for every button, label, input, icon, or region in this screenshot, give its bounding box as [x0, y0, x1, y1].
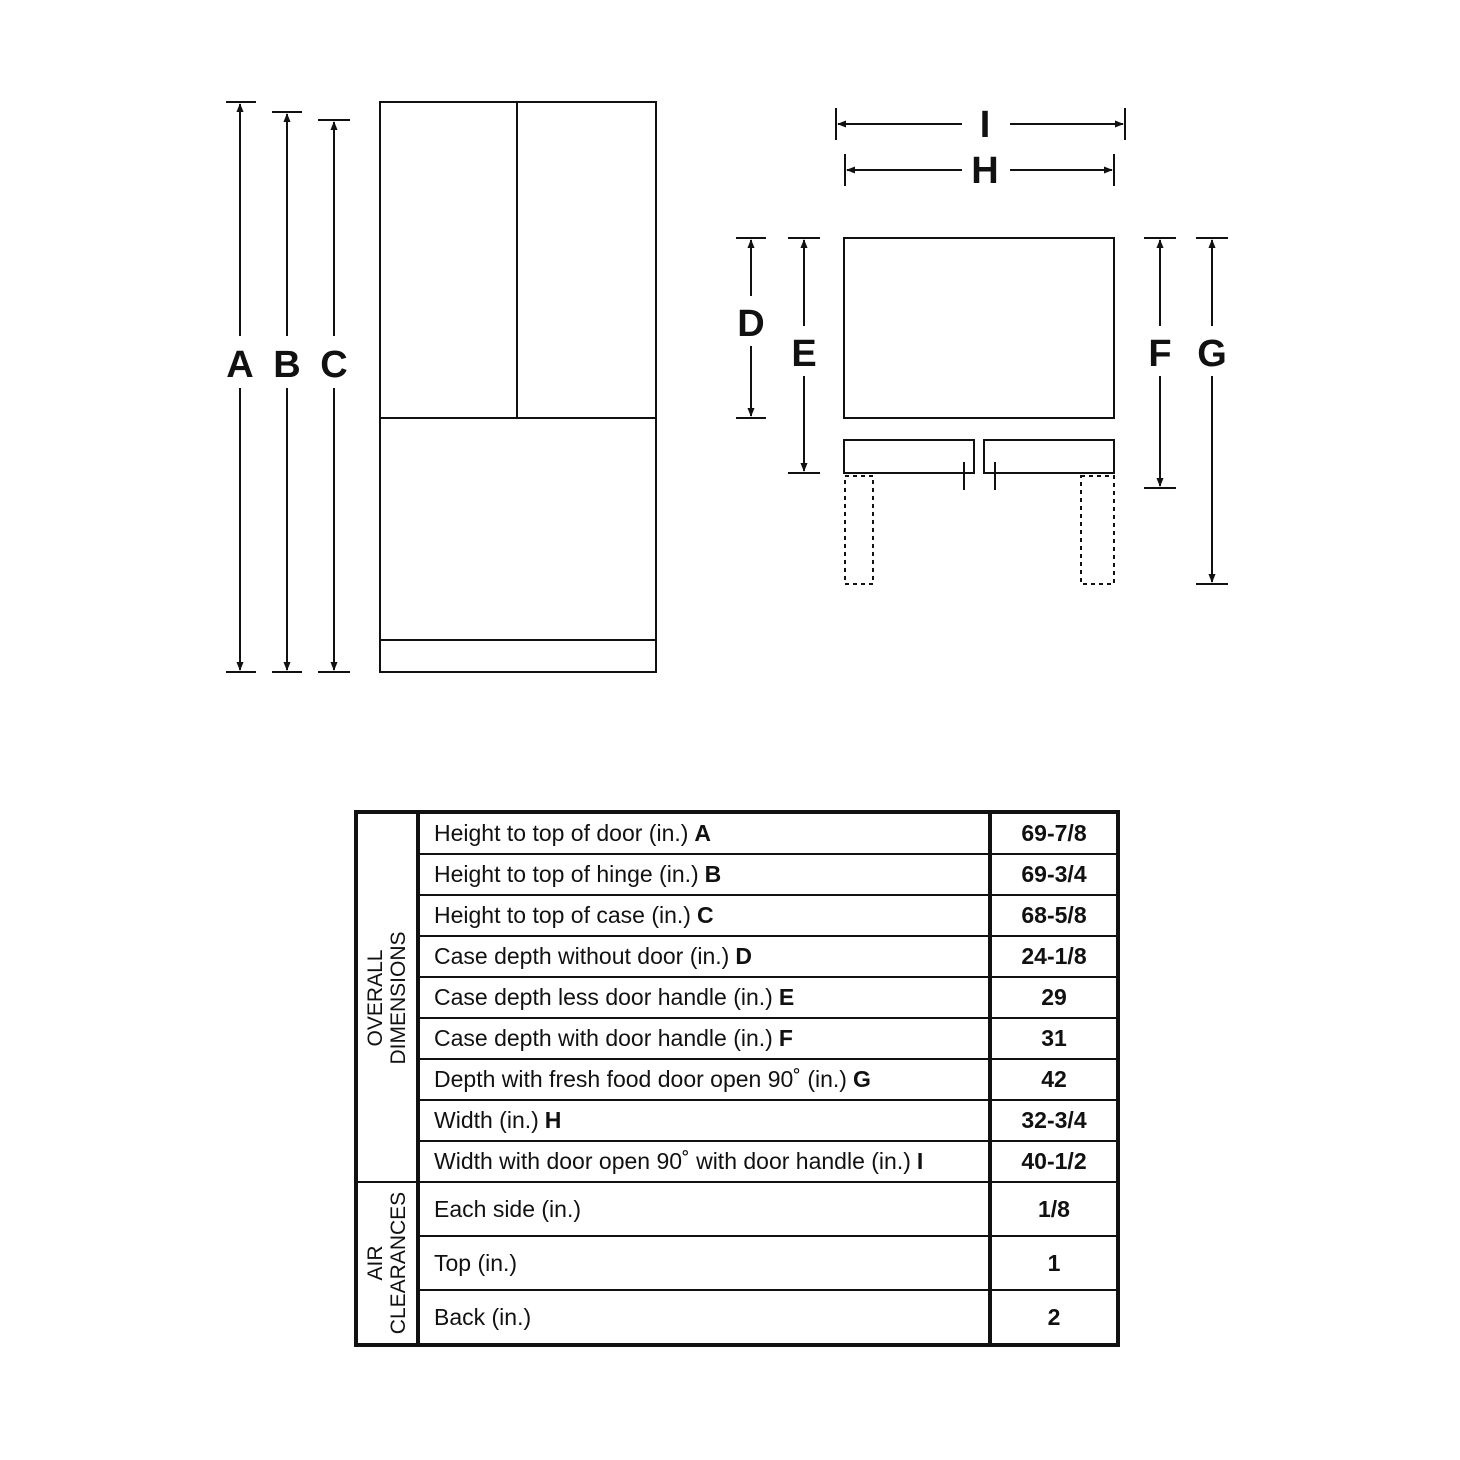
- row-value: 1: [990, 1236, 1118, 1290]
- table-row: [356, 1141, 1118, 1182]
- row-letter: A: [694, 820, 712, 846]
- dimension-label-a: A: [226, 344, 254, 386]
- table-row: [356, 1018, 1118, 1059]
- row-value: 69-3/4: [990, 854, 1118, 895]
- overall-heading-line2: DIMENSIONS: [387, 930, 410, 1065]
- dimension-label-c: C: [320, 344, 348, 386]
- row-label: [418, 1059, 990, 1100]
- dimension-label-e: E: [791, 333, 817, 375]
- dimension-label-d: D: [737, 303, 765, 345]
- air-clearances-heading: [356, 1182, 418, 1345]
- air-heading-line2: CLEARANCES: [387, 1191, 410, 1335]
- row-letter: B: [704, 861, 722, 887]
- table-row: [356, 854, 1118, 895]
- dimension-a: [226, 102, 256, 672]
- air-heading-line1: AIR: [364, 1245, 387, 1281]
- table-row: [356, 936, 1118, 977]
- row-value: 29: [990, 977, 1118, 1018]
- row-letter: C: [696, 902, 714, 928]
- table-row: [356, 1182, 1118, 1236]
- row-label: [418, 812, 990, 854]
- case-top-outline: [844, 238, 1114, 418]
- table-row: [356, 1059, 1118, 1100]
- row-label: [418, 1018, 990, 1059]
- row-letter: E: [778, 984, 795, 1010]
- table-row: [356, 1100, 1118, 1141]
- table-row: [356, 1290, 1118, 1345]
- table-row: [356, 1236, 1118, 1290]
- row-label-text: Depth with fresh food door open 90˚ (in.): [434, 1066, 847, 1092]
- row-label: Top (in.): [418, 1236, 990, 1290]
- dimension-diagram: [0, 0, 1460, 720]
- row-label-text: Height to top of door (in.): [434, 820, 689, 846]
- table-row: [356, 812, 1118, 854]
- right-door-open-outline: [1081, 476, 1114, 584]
- row-label-text: Width with door open 90˚ with door handle (in.): [434, 1148, 911, 1174]
- row-value: 42: [990, 1059, 1118, 1100]
- table-row: [356, 895, 1118, 936]
- row-label: [418, 854, 990, 895]
- row-value: 31: [990, 1018, 1118, 1059]
- row-label-text: Case depth without door (in.): [434, 943, 730, 969]
- row-label: [418, 1141, 990, 1182]
- right-door-outline: [984, 440, 1114, 473]
- dimension-b: [272, 112, 302, 672]
- row-label-text: Width (in.): [434, 1107, 539, 1133]
- row-label-text: Case depth with door handle (in.): [434, 1025, 773, 1051]
- row-label: Each side (in.): [418, 1182, 990, 1236]
- row-label: [418, 977, 990, 1018]
- row-label: [418, 936, 990, 977]
- dimensions-table: [354, 810, 1120, 1347]
- dimension-label-g: G: [1197, 333, 1227, 375]
- row-letter: I: [916, 1148, 924, 1174]
- overall-heading-line1: OVERALL: [364, 949, 387, 1046]
- dimension-label-i: I: [979, 104, 991, 146]
- row-letter: G: [852, 1066, 871, 1092]
- left-door-open-outline: [845, 476, 873, 584]
- row-label: Back (in.): [418, 1290, 990, 1345]
- row-value: 40-1/2: [990, 1141, 1118, 1182]
- row-value: 68-5/8: [990, 895, 1118, 936]
- row-label-text: Height to top of hinge (in.): [434, 861, 699, 887]
- row-letter: D: [735, 943, 752, 969]
- top-view: [844, 238, 1114, 584]
- row-value: 2: [990, 1290, 1118, 1345]
- row-value: 24-1/8: [990, 936, 1118, 977]
- row-value: 1/8: [990, 1182, 1118, 1236]
- row-label: [418, 895, 990, 936]
- table-row: [356, 977, 1118, 1018]
- dimension-g: [1196, 238, 1228, 584]
- dimension-c: [318, 120, 350, 672]
- overall-dimensions-heading: [356, 812, 418, 1182]
- left-door-outline: [844, 440, 974, 473]
- row-label-text: Height to top of case (in.): [434, 902, 691, 928]
- row-letter: F: [778, 1025, 793, 1051]
- row-value: 32-3/4: [990, 1100, 1118, 1141]
- dimension-label-b: B: [273, 344, 301, 386]
- dimension-label-f: F: [1148, 333, 1172, 375]
- row-label-text: Case depth less door handle (in.): [434, 984, 773, 1010]
- row-label: [418, 1100, 990, 1141]
- dimension-label-h: H: [971, 150, 999, 192]
- row-letter: H: [544, 1107, 562, 1133]
- front-view: [380, 102, 656, 672]
- row-value: 69-7/8: [990, 812, 1118, 854]
